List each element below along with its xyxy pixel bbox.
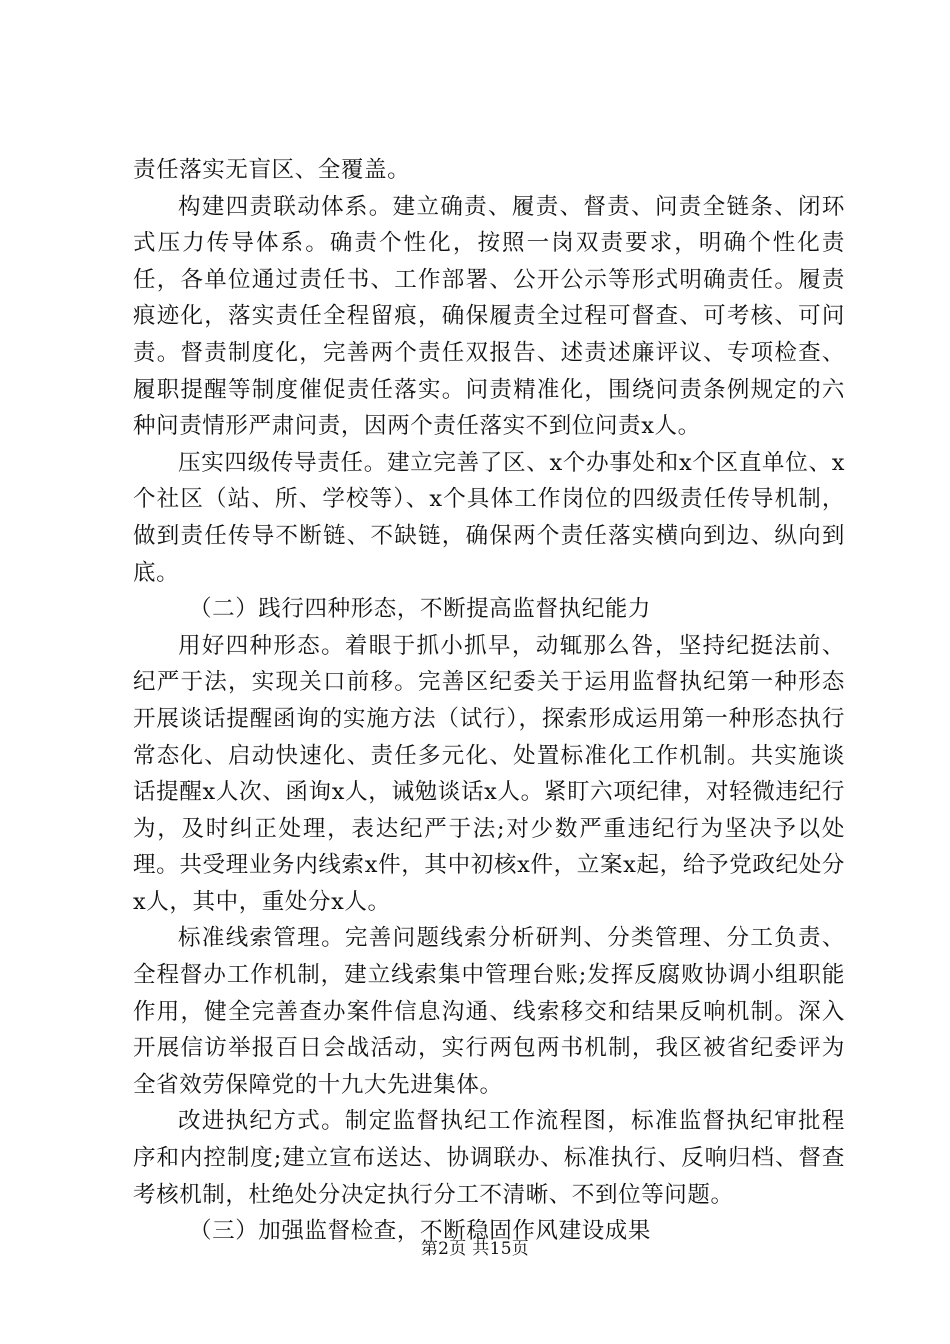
paragraph-discipline-methods: 改进执纪方式。制定监督执纪工作流程图，标准监督执纪审批程序和内控制度;建立宣布送达、协调联办、标准执行、反响归档、督查考核机制，杜绝处分决定执行分工不清晰、不到位等问题。 [133,1108,845,1208]
document-body [133,152,845,1250]
paragraph-four-level-transmission: 压实四级传导责任。建立完善了区、x个办事处和x个区直单位、x个社区（站、所、学校等）、x个具体工作岗位的四级责任传导机制，做到责任传导不断链、不缺链，确保两个责任落实横向到边、纵向到底。 [133,449,845,586]
paragraph-continuation: 责任落实无盲区、全覆盖。 [133,157,411,183]
section-heading-three: （三）加强监督检查，不断稳固作风建设成果 [189,1218,652,1245]
page-number: 第2页 共15页 [420,1239,530,1259]
page-footer [0,1238,950,1260]
paragraph-four-responsibilities: 构建四责联动体系。建立确责、履责、督责、问责全链条、闭环式压力传导体系。确责个性化，按照一岗双责要求，明确个性化责任，各单位通过责任书、工作部署、公开公示等形式明确责任。履责痕迹化，落实责任全程留痕，确保履责全过程可督查、可考核、可问责。督责制度化，完善两个责任双报告、述责述廉评议、专项检查、履职提醒等制度催促责任落实。问责精准化，围绕问责条例规定的六种问责情形严肃问责，因两个责任落实不到位问责x人。 [133,193,845,440]
paragraph-clue-management: 标准线索管理。完善问题线索分析研判、分类管理、分工负责、全程督办工作机制，建立线索集中管理台账;发挥反腐败协调小组职能作用，健全完善查办案件信息沟通、线索移交和结果反响机制。深入开展信访举报百日会战活动，实行两包两书机制，我区被省纪委评为全省效劳保障党的十九大先进集体。 [133,925,845,1098]
paragraph-four-forms: 用好四种形态。着眼于抓小抓早，动辄那么咎，坚持纪挺法前、纪严于法，实现关口前移。完善区纪委关于运用监督执纪第一种形态开展谈话提醒函询的实施方法（试行），探索形成运用第一种形态执行常态化、启动快速化、责任多元化、处置标准化工作机制。共实施谈话提醒x人次、函询x人，诫勉谈话x人。紧盯六项纪律，对轻微违纪行为，及时纠正处理，表达纪严于法;对少数严重违纪行为坚决予以处理。共受理业务内线索x件，其中初核x件，立案x起，给予党政纪处分x人，其中，重处分x人。 [133,632,845,915]
section-heading-two: （二）践行四种形态，不断提高监督执纪能力 [189,596,652,623]
